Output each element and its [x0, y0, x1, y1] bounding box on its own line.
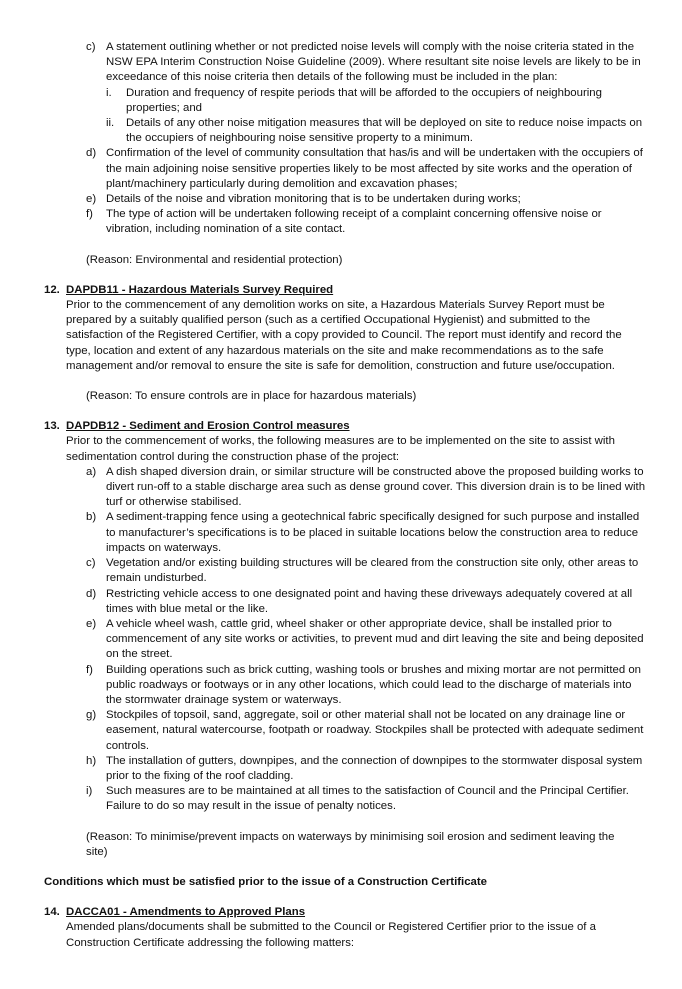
list-item-text: A sediment-trapping fence using a geotechnical fabric specifically designed for such purpose and installed to manufacturer’s specifications is to be placed in suitable locations below the construction area to reduce impacts on waterways.: [106, 511, 640, 554]
list-item-text: Stockpiles of topsoil, sand, aggregate, soil or other material shall not be located on any drainage line or easement, natural watercourse, footpath or roadway. Stockpiles shall be protected with adequate sediment controls.: [106, 709, 644, 752]
list-marker: c): [86, 557, 96, 570]
list-item: [86, 40, 648, 86]
list-marker: b): [86, 511, 97, 524]
list-item: [86, 754, 648, 784]
list-marker: f): [86, 663, 93, 676]
list-item-text: Details of the noise and vibration monitoring that is to be undertaken during works;: [106, 193, 521, 206]
condition-title: DAPDB11 - Hazardous Materials Survey Required: [66, 283, 334, 296]
section-heading: Conditions which must be satisfied prior to the issue of a Construction Certificate: [44, 875, 488, 888]
list-item-text: Such measures are to be maintained at all times to the satisfaction of Council and the Principal Certifier. Failure to do so may result in the issue of penalty notices.: [106, 785, 629, 813]
list-item: [86, 587, 648, 617]
list-marker: ii.: [106, 117, 115, 130]
list-item: [86, 784, 648, 814]
list-item: [86, 663, 648, 709]
sub-list-item: [106, 86, 648, 116]
condition-intro: Prior to the commencement of works, the following measures are to be implemented on the site to assist with sedimentation control during the construction phase of the project:: [66, 435, 615, 463]
list-marker: e): [86, 617, 97, 630]
list-marker: g): [86, 709, 97, 722]
condition-body: Amended plans/documents shall be submitted to the Council or Registered Certifier prior to the issue of a Construction Certificate addressing the following matters:: [66, 921, 596, 949]
list-item-text: Building operations such as brick cutting, washing tools or brushes and mixing mortar are not permitted on public roadways or footways or in any other locations, which could lead to the discharge of materials into the stormwater drainage system or waterways.: [106, 663, 642, 706]
list-item: [86, 207, 648, 237]
list-item: [86, 465, 648, 511]
list-item-text: Duration and frequency of respite periods that will be afforded to the occupiers of neighbouring properties; and: [126, 86, 602, 114]
list-item: [86, 617, 648, 663]
list-item-text: Vegetation and/or existing building structures will be cleared from the construction site only, other areas to remain undisturbed.: [106, 557, 639, 585]
reason-text: (Reason: To minimise/prevent impacts on waterways by minimising soil erosion and sediment leaving the site): [86, 830, 615, 858]
list-item: [86, 708, 648, 754]
list-item-text: Details of any other noise mitigation measures that will be deployed on site to reduce noise impacts on the occupiers of neighbouring noise sensitive property to a minimum.: [126, 117, 643, 145]
list-marker: i.: [106, 86, 112, 99]
list-item-text: A vehicle wheel wash, cattle grid, wheel shaker or other appropriate device, shall be installed prior to commencement of any site works or activities, to prevent mud and dirt leaving the site and being deposited on the street.: [106, 617, 644, 661]
list-item: [86, 510, 648, 556]
condition-number: 12.: [44, 283, 60, 296]
condition-title: DAPDB12 - Sediment and Erosion Control measures: [66, 420, 350, 433]
list-marker: f): [86, 208, 93, 221]
sub-list-item: [106, 116, 648, 146]
reason-text: (Reason: Environmental and residential protection): [86, 253, 343, 266]
condition-heading: [44, 905, 682, 920]
condition-heading: [44, 419, 682, 434]
list-item-text: The type of action will be undertaken following receipt of a complaint concerning offensive noise or vibration, including nomination of a site contact.: [106, 208, 602, 236]
condition-title: DACCA01 - Amendments to Approved Plans: [66, 906, 306, 919]
noise-criteria-list: [0, 40, 682, 238]
list-item-text: A dish shaped diversion drain, or similar structure will be constructed above the proposed building works to divert run-off to a stable discharge area such as dense ground cover. This diversion drain is to be lined with turf or otherwise stabilised.: [106, 465, 646, 509]
reason-text: (Reason: To ensure controls are in place for hazardous materials): [86, 390, 417, 403]
condition-number: 14.: [44, 906, 60, 919]
list-item-text: Confirmation of the level of community consultation that has/is and will be undertaken with the occupiers of the main adjoining noise sensitive properties likely to be most affected by site works and the operation of plant/machinery particularly during demolition and excavation phases;: [106, 147, 643, 190]
list-marker: h): [86, 754, 97, 767]
list-item: [86, 146, 648, 192]
list-item-text: A statement outlining whether or not predicted noise levels will comply with the noise criteria stated in the NSW EPA Interim Construction Noise Guideline (2009). Where resultant site noise levels are likely to be in exceedance of this noise criteria then details of the following must be included in the plan:: [106, 41, 641, 84]
list-marker: c): [86, 41, 96, 53]
condition-heading: [44, 283, 682, 298]
condition-number: 13.: [44, 420, 60, 433]
condition-body: Prior to the commencement of any demolition works on site, a Hazardous Materials Survey Report must be prepared by a suitably qualified person (such as a certified Occupational Hygienist) and submitted to the satisfaction of the Registered Certifier, with a copy provided to Council. The report must identify and record the type, location and extent of any hazardous materials on the site and make recommendations as to the safe management and/or removal to ensure the site is safe for demolition, construction and future use/occupation.: [66, 299, 622, 372]
list-marker: d): [86, 587, 97, 600]
list-item-text: The installation of gutters, downpipes, and the connection of downpipes to the stormwater disposal system prior to the fixing of the roof cladding.: [106, 754, 643, 782]
list-item-text: Restricting vehicle access to one designated point and having these driveways adequately covered at all times with blue metal or the like.: [106, 587, 633, 615]
list-marker: i): [86, 785, 93, 798]
list-item: [86, 192, 648, 207]
list-marker: d): [86, 147, 97, 160]
list-item: [86, 556, 648, 586]
list-marker: e): [86, 193, 97, 206]
sediment-measures-list: [0, 465, 682, 815]
list-marker: a): [86, 465, 97, 478]
